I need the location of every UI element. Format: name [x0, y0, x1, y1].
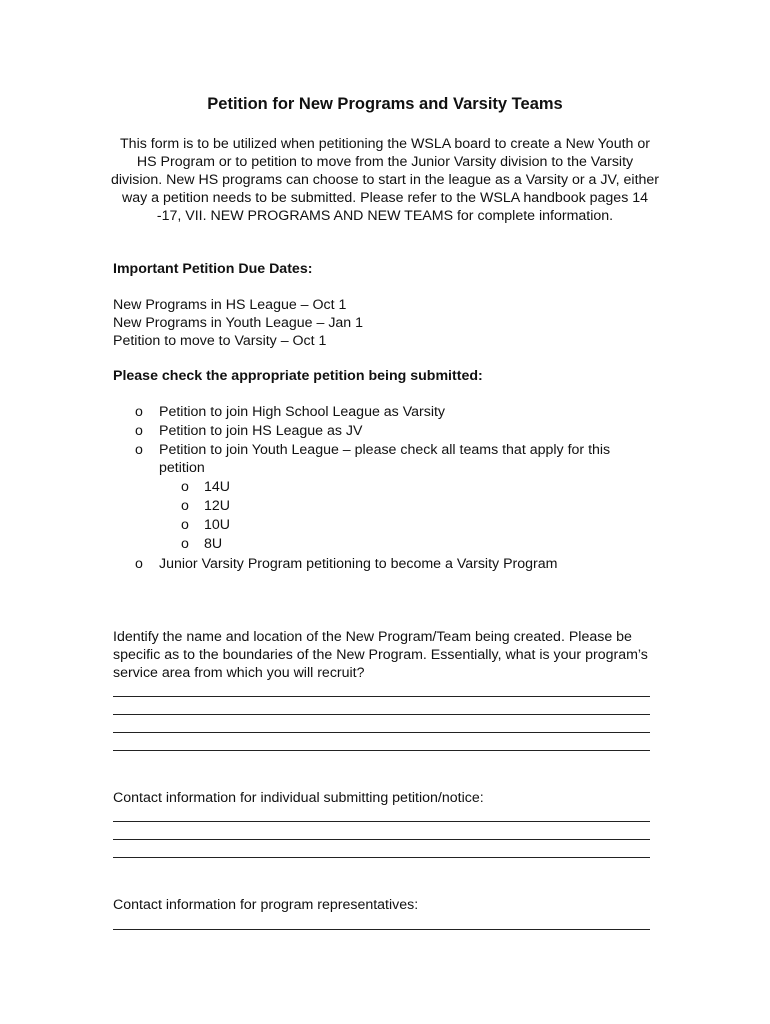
option-14u-label: 14U	[204, 479, 231, 495]
checkbox-hs-jv[interactable]: o	[135, 423, 143, 439]
contact-representatives-line-1[interactable]	[113, 929, 650, 930]
contact-submitter-line-2[interactable]	[113, 839, 650, 840]
identify-program-line-3[interactable]	[113, 732, 650, 733]
option-jv-to-varsity-label: Junior Varsity Program petitioning to become a Varsity Program	[159, 556, 558, 572]
petition-check-heading: Please check the appropriate petition being submitted:	[113, 368, 483, 384]
page-title: Petition for New Programs and Varsity Teams	[207, 95, 563, 113]
contact-submitter-prompt: Contact information for individual submitting petition/notice:	[113, 790, 484, 806]
checkbox-youth-league[interactable]: o	[135, 442, 143, 458]
identify-program-line-2[interactable]	[113, 714, 650, 715]
due-date-item: New Programs in Youth League – Jan 1	[113, 315, 364, 331]
option-hs-jv-label: Petition to join HS League as JV	[159, 423, 363, 439]
contact-representatives-prompt: Contact information for program representatives:	[113, 897, 419, 913]
option-hs-varsity-label: Petition to join High School League as Varsity	[159, 404, 446, 420]
option-12u-label: 12U	[204, 498, 231, 514]
due-date-item: New Programs in HS League – Oct 1	[113, 297, 347, 313]
option-youth-league-label: Petition to join Youth League – please check all teams that apply for this petition	[159, 442, 611, 476]
due-date-item: Petition to move to Varsity – Oct 1	[113, 333, 327, 349]
option-10u-label: 10U	[204, 517, 231, 533]
due-dates-list	[113, 296, 673, 350]
checkbox-14u[interactable]: o	[181, 479, 189, 495]
checkbox-10u[interactable]: o	[181, 517, 189, 533]
due-dates-heading: Important Petition Due Dates:	[113, 261, 313, 277]
identify-program-prompt: Identify the name and location of the New Program/Team being created. Please be specific as to the boundaries of the New Program. Essentially, what is your program’s service area from which you will recruit?	[113, 629, 648, 681]
checkbox-8u[interactable]: o	[181, 536, 189, 552]
option-8u-label: 8U	[204, 536, 223, 552]
identify-program-line-1[interactable]	[113, 696, 650, 697]
intro-paragraph: This form is to be utilized when petitioning the WSLA board to create a New Youth or HS Program or to petition to move from the Junior Varsity division to the Varsity division. New HS programs can choose to start in the league as a Varsity or a JV, either way a petition needs to be submitted. Please refer to the WSLA handbook pages 14 -17, VII. NEW PROGRAMS AND NEW TEAMS for complete information.	[110, 136, 660, 224]
checkbox-varsity-hs[interactable]: o	[135, 404, 143, 420]
checkbox-jv-to-varsity[interactable]: o	[135, 556, 143, 572]
checkbox-12u[interactable]: o	[181, 498, 189, 514]
contact-submitter-line-1[interactable]	[113, 821, 650, 822]
contact-submitter-line-3[interactable]	[113, 857, 650, 858]
identify-program-line-4[interactable]	[113, 750, 650, 751]
